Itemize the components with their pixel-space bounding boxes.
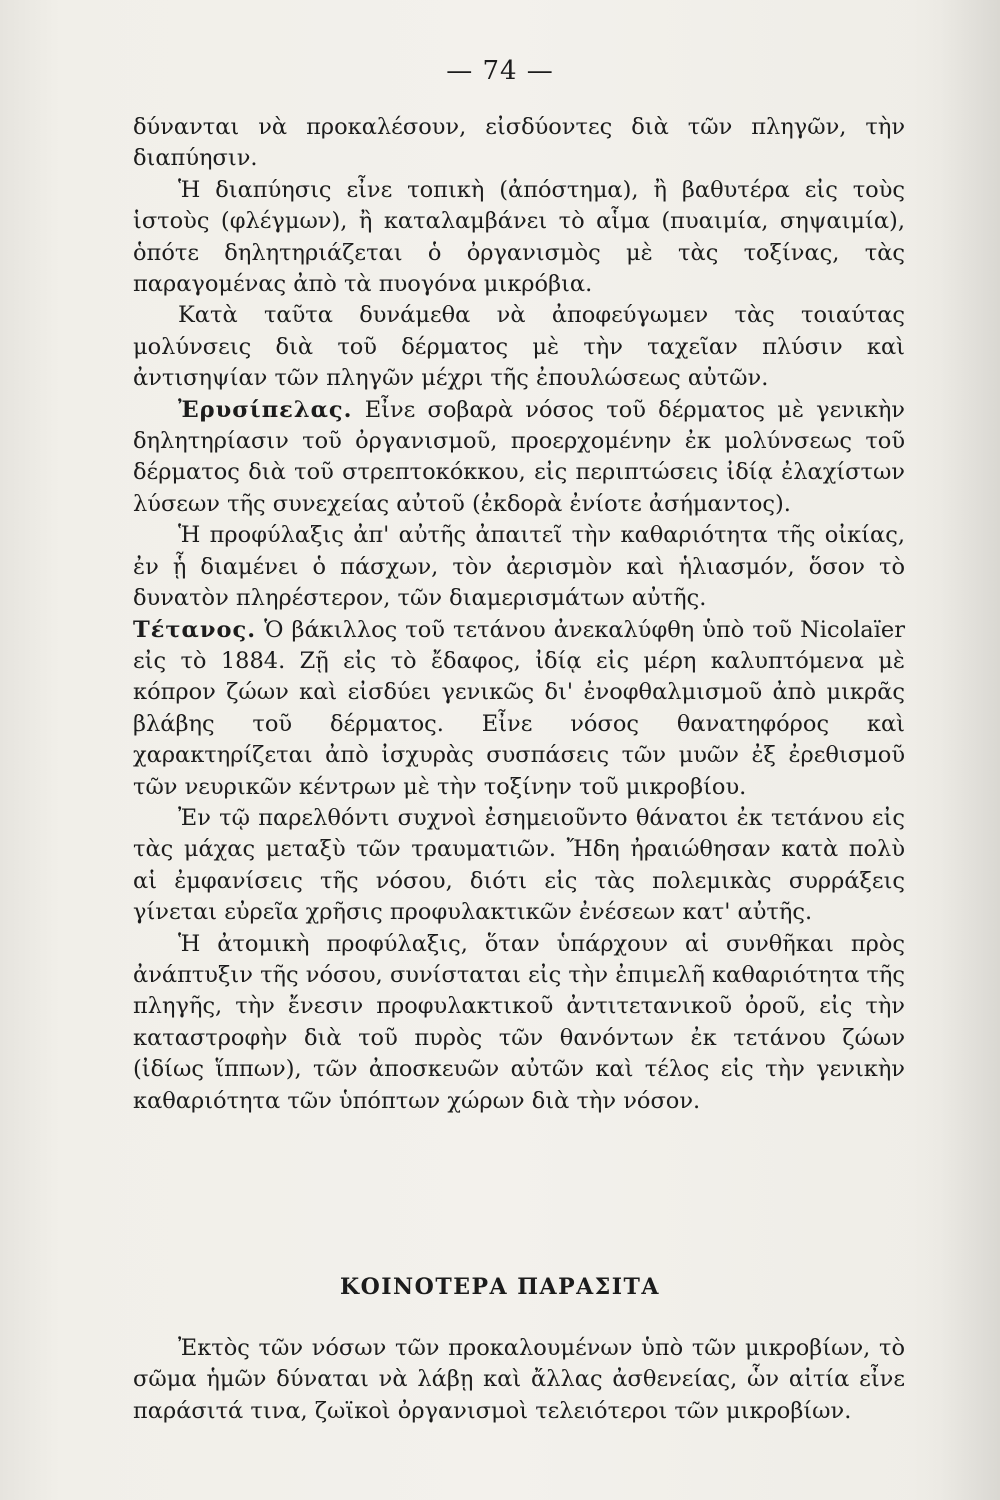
page-number: — 74 —	[446, 56, 554, 86]
main-text-block	[133, 112, 905, 1117]
paragraph: Κατὰ ταῦτα δυνάμεθα νὰ ἀποφεύγωμεν τὰς τοιαύτας μολύνσεις διὰ τοῦ δέρματος μὲ τὴν ταχεῖαν πλύσιν καὶ ἀντισηψίαν τῶν πληγῶν μέχρι τῆς ἐπουλώσεως αὐτῶν.	[133, 302, 905, 392]
run-in-heading: Τέτανος.	[133, 616, 257, 643]
paragraph-text: Ὁ βάκιλλος τοῦ τετάνου ἀνεκαλύφθη ὑπὸ τοῦ Nicolaïer εἰς τὸ 1884. Ζῇ εἰς τὸ ἔδαφος, ἰδίᾳ εἰς μέρη καλυπτόμενα μὲ κόπρον ζώων καὶ εἰσδύει γενικῶς δι' ἐνοφθαλμισμοῦ ἀπὸ μικρᾶς βλάβης τοῦ δέρματος. Εἶνε νόσος θανατηφόρος καὶ χαρακτηρίζεται ἀπὸ ἰσχυρὰς συσπάσεις τῶν μυῶν ἐξ ἐρεθισμοῦ τῶν νευρικῶν κέντρων μὲ τὴν τοξίνην τοῦ μικροβίου.	[133, 616, 905, 800]
paragraph: Ἐν τῷ παρελθόντι συχνοὶ ἐσημειοῦντο θάνατοι ἐκ τετάνου εἰς τὰς μάχας μεταξὺ τῶν τραυματιῶν. Ἤδη ἠραιώθησαν κατὰ πολὺ αἱ ἐμφανίσεις τῆς νόσου, διότι εἰς τὰς πολεμικὰς συρράξεις γίνεται εὐρεῖα χρῆσις προφυλακτικῶν ἐνέσεων κατ' αὐτῆς.	[133, 804, 905, 926]
paragraph: Ἡ ἀτομικὴ προφύλαξις, ὅταν ὑπάρχουν αἱ συνθῆκαι πρὸς ἀνάπτυξιν τῆς νόσου, συνίσταται εἰς τὴν ἐπιμελῆ καθαριότητα τῆς πληγῆς, τὴν ἔνεσιν προφυλακτικοῦ ἀντιτετανικοῦ ὀροῦ, εἰς τὴν καταστροφὴν διὰ τοῦ πυρὸς τῶν θανόντων ἐκ τετάνου ζώων (ἰδίως ἵππων), τῶν ἀποσκευῶν αὐτῶν καὶ τέλος εἰς τὴν γενικὴν καθαριότητα τῶν ὑπόπτων χώρων διὰ τὴν νόσον.	[133, 930, 905, 1114]
run-in-heading: Ἐρυσίπελας.	[178, 396, 353, 423]
section-heading: ΚΟΙΝΟΤΕΡΑ ΠΑΡΑΣΙΤΑ	[339, 1274, 660, 1300]
paragraph: Ἡ προφύλαξις ἀπ' αὐτῆς ἀπαιτεῖ τὴν καθαριότητα τῆς οἰκίας, ἐν ᾗ διαμένει ὁ πάσχων, τὸν ἀερισμὸν καὶ ἡλιασμόν, ὅσον τὸ δυνατὸν πληρέστερον, τῶν διαμερισμάτων αὐτῆς.	[133, 522, 905, 612]
paragraph-text: Εἶνε σοβαρὰ νόσος τοῦ δέρματος μὲ γενικὴν δηλητηρίασιν τοῦ ὀργανισμοῦ, προερχομένην ἐκ μολύνσεως τοῦ δέρματος διὰ τοῦ στρεπτοκόκκου, εἰς περιπτώσεις ἰδίᾳ ἐλαχίστων λύσεων τῆς συνεχείας αὐτοῦ (ἐκδορὰ ἐνίοτε ἀσήμαντος).	[133, 396, 905, 517]
paragraph-tetanus	[133, 615, 905, 803]
paragraph: Ἡ διαπύησις εἶνε τοπικὴ (ἀπόστημα), ἢ βαθυτέρα εἰς τοὺς ἱστοὺς (φλέγμων), ἢ καταλαμβάνει τὸ αἷμα (πυαιμία, σηψαιμία), ὁπότε δηλητηριάζεται ὁ ὀργανισμὸς μὲ τὰς τοξίνας, τὰς παραγομένας ἀπὸ τὰ πυογόνα μικρόβια.	[133, 176, 905, 298]
paragraph-erysipelas	[133, 395, 905, 521]
section-text-block	[133, 1333, 905, 1427]
paragraph: δύνανται νὰ προκαλέσουν, εἰσδύοντες διὰ τῶν πληγῶν, τὴν διαπύησιν.	[133, 114, 905, 172]
paragraph: Ἐκτὸς τῶν νόσων τῶν προκαλουμένων ὑπὸ τῶν μικροβίων, τὸ σῶμα ἡμῶν δύναται νὰ λάβῃ καὶ ἄλλας ἀσθενείας, ὧν αἰτία εἶνε παράσιτά τινα, ζωϊκοὶ ὀργανισμοὶ τελειότεροι τῶν μικροβίων.	[133, 1335, 905, 1424]
